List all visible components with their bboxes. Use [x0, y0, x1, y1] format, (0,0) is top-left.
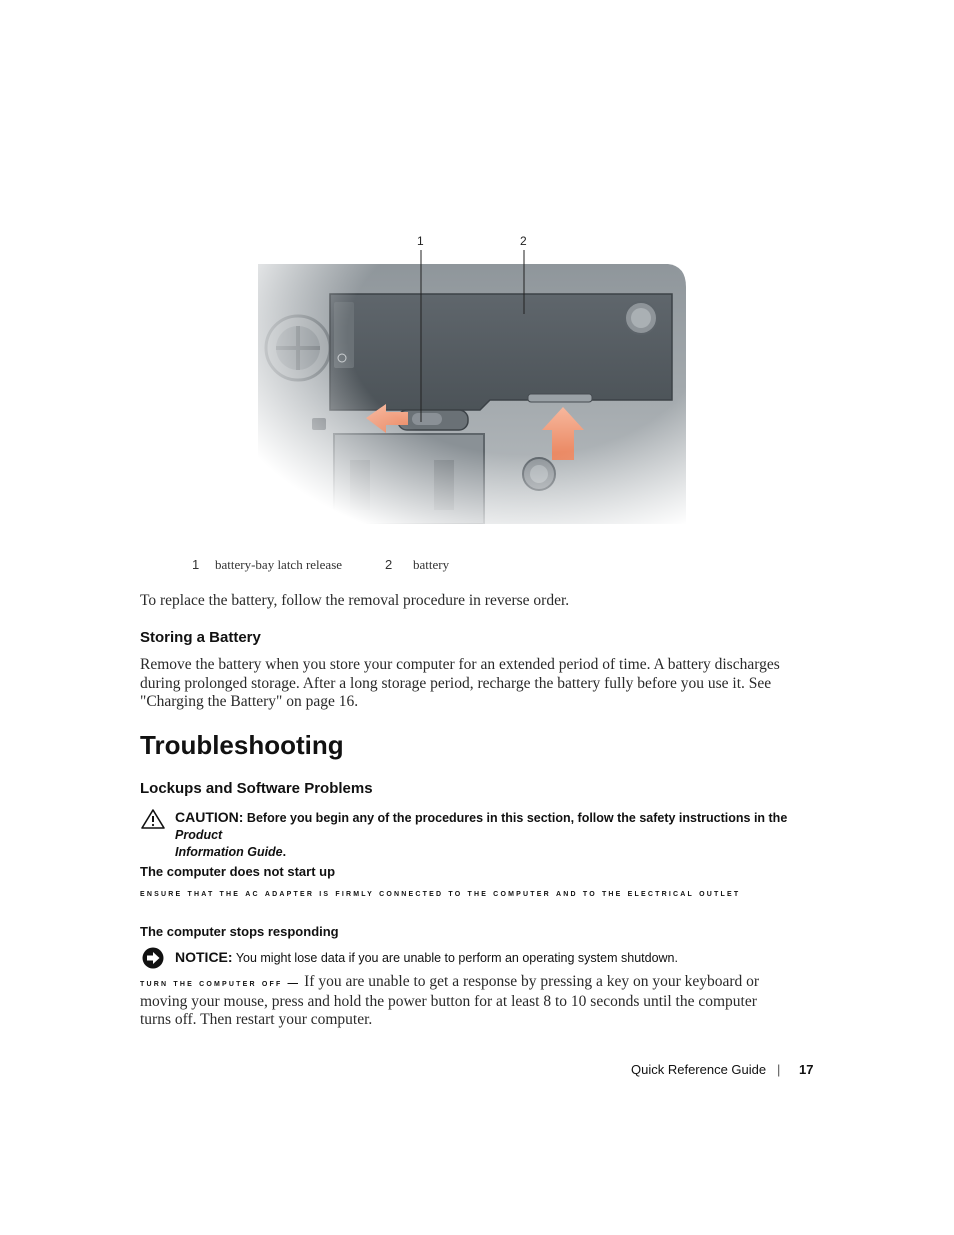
storing-line-1: Remove the battery when you store your computer for an extended period of time. A battery discharges	[140, 656, 780, 673]
callout-1: 1	[417, 234, 424, 248]
storing-heading: Storing a Battery	[140, 629, 261, 646]
troubleshooting-title: Troubleshooting	[140, 730, 344, 760]
turn-off-line-2: moving your mouse, press and hold the power button for at least 8 to 10 seconds until the computer	[140, 992, 757, 1010]
no-start-heading: The computer does not start up	[140, 864, 336, 879]
caution-guide-1: Product	[175, 828, 223, 842]
callout-2: 2	[520, 234, 527, 248]
notice-block	[175, 949, 678, 965]
notice-text: You might lose data if you are unable to perform an operating system shutdown.	[235, 951, 678, 965]
caution-guide-2: Information Guide	[175, 845, 283, 859]
caution-label: CAUTION:	[175, 809, 244, 825]
storing-line-3: "Charging the Battery" on page 16.	[140, 693, 359, 710]
legend-num-1: 1	[192, 557, 200, 572]
caution-text: Before you begin any of the procedures in this section, follow the safety instructions in the	[246, 811, 788, 825]
legend-label-1: battery-bay latch release	[215, 557, 343, 572]
turn-off-line-3: turns off. Then restart your computer.	[140, 1011, 373, 1028]
battery-figure	[258, 232, 690, 524]
footer-title: Quick Reference Guide	[631, 1062, 767, 1077]
caution-block	[175, 809, 825, 861]
legend-num-2: 2	[385, 557, 393, 572]
replace-paragraph: To replace the battery, follow the removal procedure in reverse order.	[140, 592, 570, 609]
laptop-underside-illustration	[258, 232, 690, 524]
notice-label: NOTICE:	[175, 949, 233, 965]
notice-icon	[141, 947, 165, 969]
storing-line-2: during prolonged storage. After a long storage period, recharge the battery fully before you use it. See	[140, 674, 772, 692]
page-number: 17	[799, 1062, 814, 1077]
turn-off-paragraph	[140, 973, 840, 1030]
stops-heading: The computer stops responding	[140, 924, 339, 939]
lockups-heading: Lockups and Software Problems	[140, 780, 373, 797]
legend-label-2: battery	[413, 557, 450, 572]
footer-separator: |	[777, 1062, 781, 1077]
turn-off-label: turn the computer off —	[140, 977, 301, 989]
turn-off-line-1: If you are unable to get a response by pressing a key on your keyboard or	[304, 973, 760, 990]
caution-icon	[140, 808, 166, 830]
no-start-action: ensure that the ac adapter is firmly connected to the computer and to the electrical outlet	[140, 887, 741, 899]
storing-paragraph	[140, 656, 840, 712]
caution-end: .	[282, 845, 287, 859]
